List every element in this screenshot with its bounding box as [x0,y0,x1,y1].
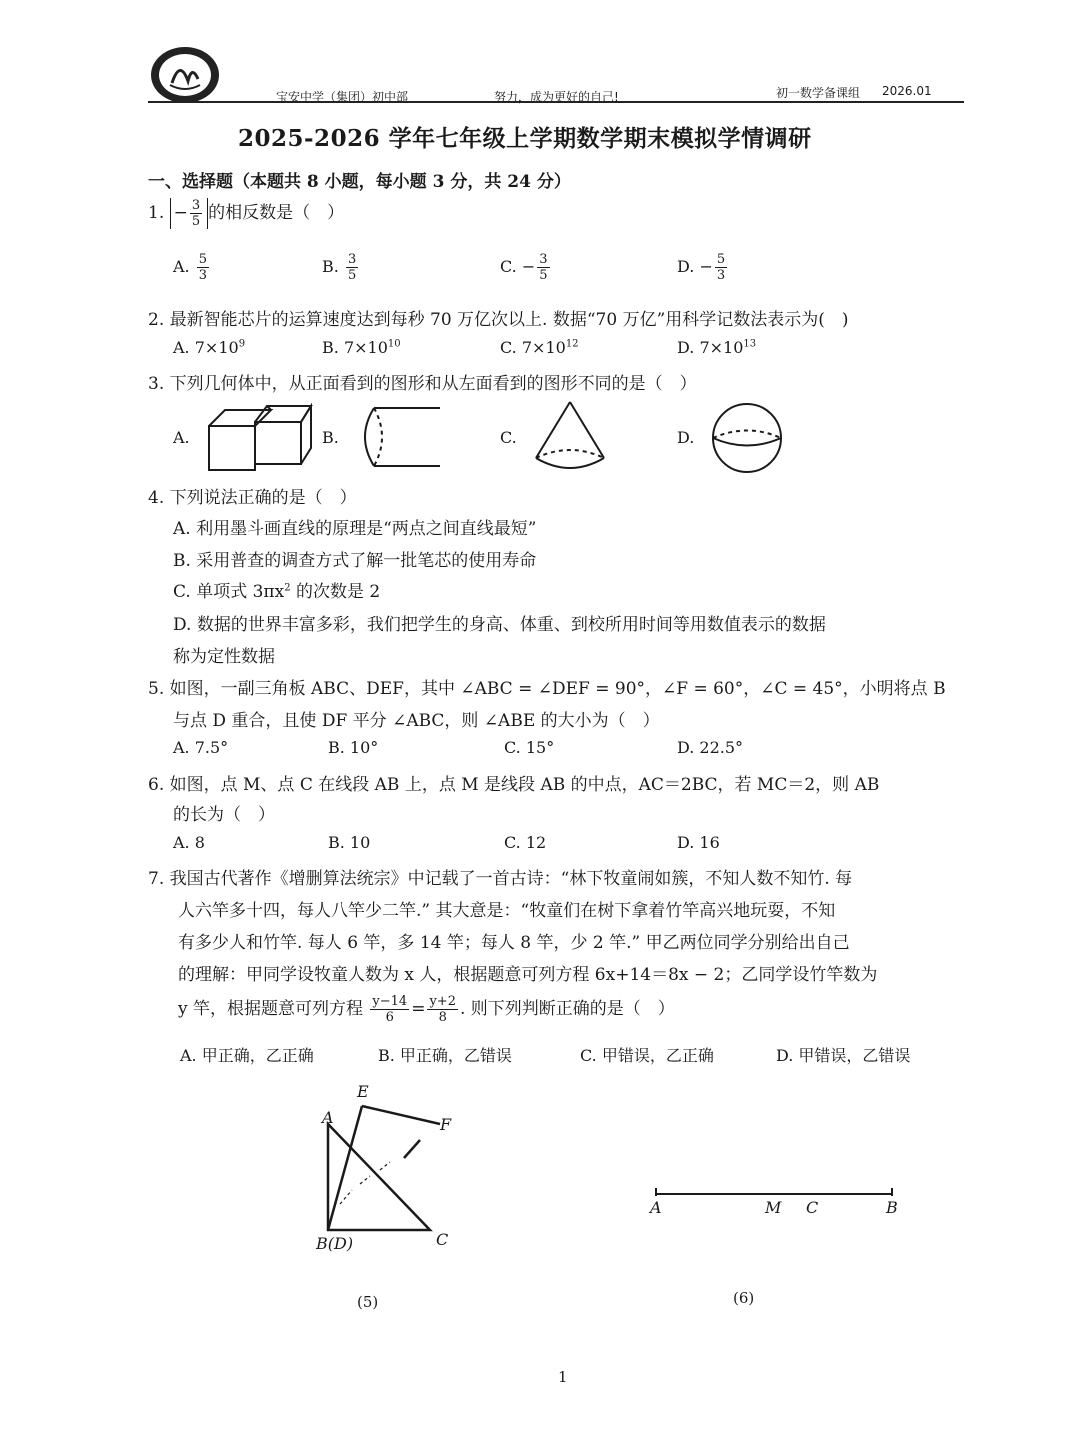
q7-option-a: A. 甲正确，乙正确 [180,1046,314,1065]
q4-option-a: A. 利用墨斗画直线的原理是“两点之间直线最短” [173,519,537,539]
q5-option-c: C. 15° [504,738,555,757]
segment-f-tick [404,1140,420,1158]
q6-option-a: A. 8 [173,833,205,852]
q2-option-a: A. $7\times 10^9$ [173,338,246,357]
page-number: 1 [558,1368,568,1386]
school-logo [148,45,222,109]
fig5-caption: (5) [357,1293,379,1311]
question-7-line4: 的理解：甲同学设牧童人数为 x 人，根据题意可列方程 6x+14＝8x − 2；乙同学设竹竿数为 [178,965,878,985]
q4-option-b: B. 采用普查的调查方式了解一批笔芯的使用寿命 [173,551,537,571]
sphere-figure [709,401,785,475]
q1-option-a: A. $\frac{5}{3}$ [173,252,208,283]
q2-option-b: B. $7\times 10^{10}$ [322,338,401,357]
q7-option-c: C. 甲错误，乙正确 [580,1046,714,1065]
fig5-label-f: F [440,1115,452,1134]
segment-df-dashed [340,1162,390,1204]
q5-option-b: B. 10° [328,738,379,757]
q2-option-d: D. $7\times 10^{13}$ [677,338,757,357]
fig5-label-a: A [322,1108,334,1127]
q1-option-b: B. $\frac{3}{5}$ [322,252,357,283]
question-7-line5: y 竿，根据题意可列方程 $\frac{y-14}{6}$ = $\frac{y+2}{8}$ . 则下列判断正确的是（ ） [178,994,675,1025]
fig5-label-c: C [436,1230,449,1249]
q3-option-a-label: A. [173,428,190,447]
exam-title: 2025-2026 学年七年级上学期数学期末模拟学情调研 [238,125,812,152]
section-heading: 一、选择题（本题共 8 小题，每小题 3 分，共 24 分） [148,172,571,192]
header-motto: 努力，成为更好的自己! [494,90,619,104]
question-3: 3. 下列几何体中，从正面看到的图形和从左面看到的图形不同的是（ ） [148,374,697,394]
two-cubes-figure [205,402,315,474]
q3-option-c-label: C. [500,428,517,447]
equation-fraction-right: $\frac{y+2}{8}$ [429,994,456,1025]
fig5-label-e: E [357,1082,369,1101]
question-5-line2: 与点 D 重合，且使 DF 平分 ∠ABC，则 ∠ABE 的大小为（ ） [173,711,660,731]
q4-option-d-line1: D. 数据的世界丰富多彩，我们把学生的身高、体重、到校所用时间等用数值表示的数据 [173,615,826,635]
cylinder-figure [352,404,444,470]
q3-option-b-label: B. [322,428,339,447]
fig6-label-b: B [886,1198,898,1217]
question-2: 2. 最新智能芯片的运算速度达到每秒 70 万亿次以上. 数据“70 万亿”用科学记数法表示为( ) [148,310,849,330]
q5-option-a: A. 7.5° [173,738,229,757]
q7-option-d: D. 甲错误，乙错误 [776,1046,911,1065]
q5-option-d: D. 22.5° [677,738,744,757]
q6-option-b: B. 10 [328,833,371,852]
q1-option-c: C. − $\frac{3}{5}$ [500,252,548,283]
q7-option-b: B. 甲正确，乙错误 [378,1046,512,1065]
cone-figure [532,398,608,474]
question-6-line2: 的长为（ ） [173,805,275,825]
q4-option-d-line2: 称为定性数据 [173,647,275,667]
fig6-caption: (6) [733,1289,755,1307]
question-1: 1. − $\frac{3}{5}$ 的相反数是（ ） [148,198,345,229]
header-rule [148,101,964,103]
q2-option-c: C. $7\times 10^{12}$ [500,338,579,357]
question-6-line1: 6. 如图，点 M、点 C 在线段 AB 上，点 M 是线段 AB 的中点，AC＝2BC，若 MC＝2，则 AB [148,775,880,795]
q6-option-c: C. 12 [504,833,547,852]
q4-option-c: C. 单项式 $3\pi x^2$ 的次数是 2 [173,582,381,602]
question-4: 4. 下列说法正确的是（ ） [148,488,357,508]
q1-option-d: D. − $\frac{5}{3}$ [677,252,726,283]
q3-option-d-label: D. [677,428,695,447]
absolute-value: − $\frac{3}{5}$ [170,198,209,229]
segment-ef [362,1106,440,1124]
fig6-label-m: M [765,1198,782,1217]
fig6-label-c: C [806,1198,819,1217]
question-5-line1: 5. 如图，一副三角板 ABC、DEF，其中 ∠ABC = ∠DEF = 90°，∠F = 60°，∠C = 45°，小明将点 B [148,679,946,699]
question-7-line1: 7. 我国古代著作《增删算法统宗》中记载了一首古诗：“林下牧童闹如簇，不知人数不知竹. 每 [148,869,853,889]
fig5-label-bd: B(D) [316,1234,354,1253]
header-group: 初一数学备课组 [776,86,861,100]
question-7-line2: 人六竿多十四，每人八竿少二竿.” 其大意是：“牧童们在树下拿着竹竿高兴地玩耍，不知 [178,901,836,921]
equation-fraction-left: $\frac{y-14}{6}$ [372,994,408,1025]
question-7-line3: 有多少人和竹竿. 每人 6 竿，多 14 竿；每人 8 竿，少 2 竿.” 甲乙两位同学分别给出自己 [178,933,850,953]
header-school: 宝安中学（集团）初中部 [276,90,409,104]
fig6-label-a: A [650,1198,662,1217]
header-date: 2026.01 [882,84,932,98]
q6-option-d: D. 16 [677,833,720,852]
